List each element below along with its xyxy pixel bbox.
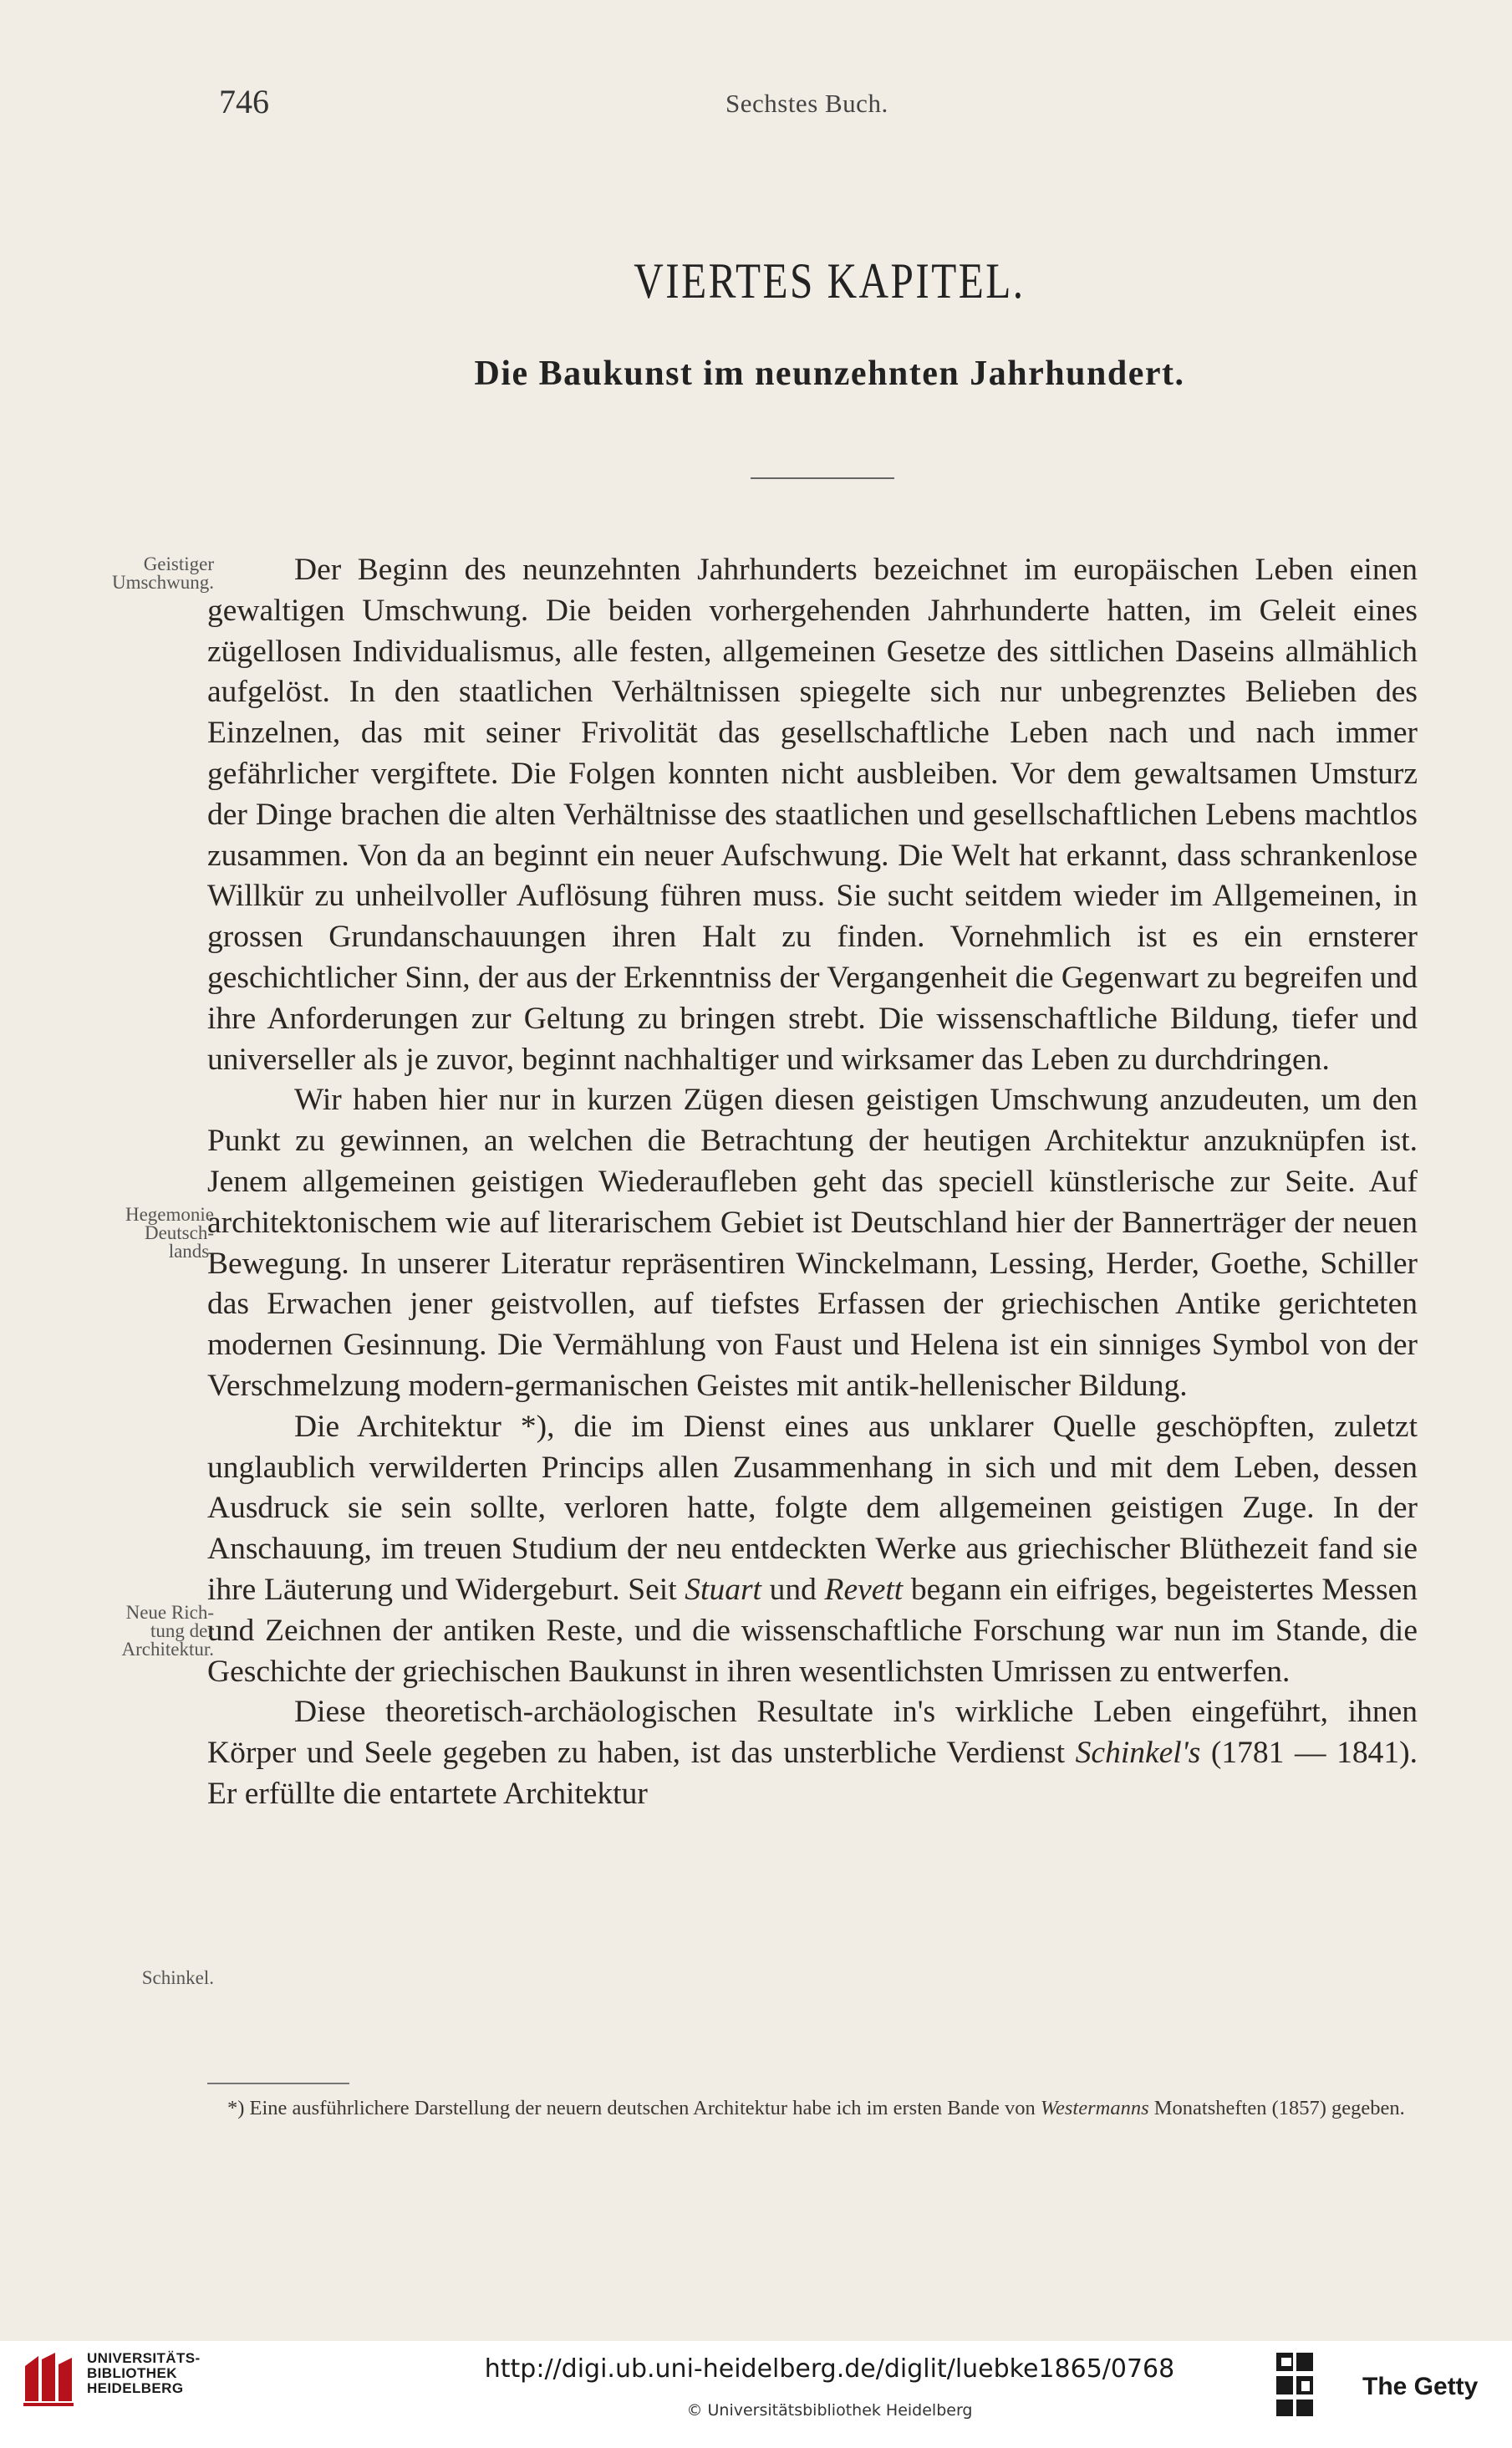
- library-name-line: HEIDELBERG: [87, 2380, 184, 2396]
- paragraph-2: Wir haben hier nur in kurzen Zügen diesen geistigen Umschwung anzudeuten, um den Punkt zu gewinnen, an welchen die Betrachtung der heutigen Architektur anzuknüpfen ist. Jenem allgemeinen geistigen Wiederaufleben geht das speciell künstlerische zur Seite. Auf architektonischem wie auf literarischem Gebiet ist Deutschland hier der Bannerträger der neuen Bewegung. In unserer Literatur repräsentiren Winckelmann, Lessing, Herder, Goethe, Schiller das Erwachen jener geistvollen, auf tiefstes Erfassen der griechischen Antike gerichteten modernen Gesinnung. Die Vermählung von Faust und Helena ist ein sinniges Symbol von der Verschmelzung modern-germanischen Geistes mit antik-hellenischer Bildung.: [207, 1083, 1418, 1403]
- text-span: begann ein eifriges, begeistertes Messen und Zeichnen der antiken Reste, und die wissenschaftliche Forschung war nun im Stande, die Geschichte der griechischen Baukunst in ihren wesentlichsten Umrissen zu entwerfen.: [207, 1572, 1418, 1689]
- text-span: (1781 — 1841). Er erfüllte die entartete Architektur: [207, 1736, 1418, 1811]
- margin-note-schinkel: [64, 1969, 214, 1987]
- footnote-divider: [207, 2083, 349, 2084]
- margin-note-line: lands.: [168, 1241, 214, 1262]
- running-head: Sechstes Buch.: [725, 89, 888, 118]
- library-name-line: UNIVERSITÄTS-: [87, 2350, 201, 2366]
- margin-note-line: Neue Rich-: [125, 1602, 214, 1623]
- text-span: Monatsheften (1857) gegeben.: [1148, 2097, 1405, 2119]
- text-span: *) Eine ausführlichere Darstellung der neuern deutschen Architektur habe ich im ersten Bande von: [227, 2097, 1041, 2119]
- name-schinkel: Schinkel's: [1075, 1736, 1201, 1771]
- paragraph-4: [207, 1692, 1418, 1814]
- name-stuart: Stuart: [685, 1572, 761, 1607]
- margin-note-line: Architektur.: [121, 1639, 214, 1660]
- text-span: und: [761, 1572, 825, 1607]
- margin-note-line: Geistiger: [143, 553, 214, 574]
- partner-name: The Getty: [1362, 2373, 1479, 2400]
- chapter-subtitle: Die Baukunst im neunzehnten Jahrhundert.: [474, 354, 1185, 393]
- paragraph-1: Der Beginn des neunzehnten Jahrhunderts bezeichnet im europäischen Leben einen gewaltigen Umschwung. Die beiden vorhergehenden Jahrhunderte hatten, im Geleit eines zügellosen Individualismus, alle festen, allgemeinen Gesetze des sittlichen Daseins allmählich aufgelöst. In den staatlichen Verhältnissen spiegelte sich nur unbegrenztes Belieben des Einzelnen, das mit seiner Frivolität das gesellschaftliche Leben nach und nach immer gefährlicher vergiftete. Die Folgen konnten nicht ausbleiben. Vor dem gewaltsamen Umsturz der Dinge brachen die alten Verhältnisse des staatlichen und gesellschaftlichen Lebens machtlos zusammen. Von da an beginnt ein neuer Aufschwung. Die Welt hat erkannt, dass schrankenlose Willkür zu unheilvoller Auflösung führen muss. Sie sucht seitdem wieder im Allgemeinen, in grossen Grundanschauungen ihren Halt zu finden. Vornehmlich ist es ein ernsterer geschichtlicher Sinn, der aus der Erkenntniss der Vergangenheit die Gegenwart zu begreifen und ihre Anforderungen zur Geltung zu bringen strebt. Die wissenschaftliche Bildung, tiefer und universeller als je zuvor, beginnt nachhaltiger und wirksamer das Leben zu durchdringen.: [207, 553, 1418, 1077]
- margin-note-line: tung der: [150, 1620, 214, 1641]
- getty-logo-icon: [1275, 2351, 1315, 2418]
- text-span: Die Architektur *), die im Dienst eines aus unklarer Quelle geschöpften, zuletzt unglaublich verwilderten Princips allen Zusammenhang in sich und mit dem Leben, dessen Ausdruck sie sein sollte, verloren hatte, folgte dem allgemeinen geistigen Zuge. In der Anschauung, im treuen Studium der neu entdeckten Werke aus griechischer Blüthezeit fand sie ihre Läuterung und Widergeburt. Seit: [207, 1409, 1418, 1607]
- text-span: Diese theoretisch-archäologischen Resultate in's wirkliche Leben eingeführt, ihnen Körper und Seele gegeben zu haben, ist das unsterbliche Verdienst: [207, 1695, 1418, 1771]
- margin-note-line: Schinkel.: [141, 1967, 214, 1988]
- title-divider: [751, 477, 894, 479]
- name-revett: Revett: [824, 1572, 904, 1607]
- margin-note-hegemonie: [64, 1206, 214, 1261]
- name-westermann: Westermanns: [1040, 2097, 1149, 2119]
- chapter-title: VIERTES KAPITEL.: [634, 253, 1026, 309]
- margin-note-architektur: [64, 1604, 214, 1659]
- copyright-notice: © Universitätsbibliothek Heidelberg: [686, 2401, 973, 2420]
- margin-note-line: Deutsch-: [144, 1222, 214, 1243]
- page-number: 746: [219, 83, 269, 120]
- permalink-url[interactable]: http://digi.ub.uni-heidelberg.de/diglit/luebke1865/0768: [484, 2354, 1175, 2384]
- margin-note-line: Umschwung.: [111, 572, 214, 593]
- page-header: [0, 82, 1512, 132]
- paragraph-3: [207, 1407, 1418, 1693]
- library-name-line: BIBLIOTHEK: [87, 2365, 177, 2381]
- margin-note-umschwung: [64, 555, 214, 592]
- footnote: [207, 2096, 1418, 2120]
- body-text: [207, 550, 1418, 1815]
- margin-note-line: Hegemonie: [125, 1204, 214, 1225]
